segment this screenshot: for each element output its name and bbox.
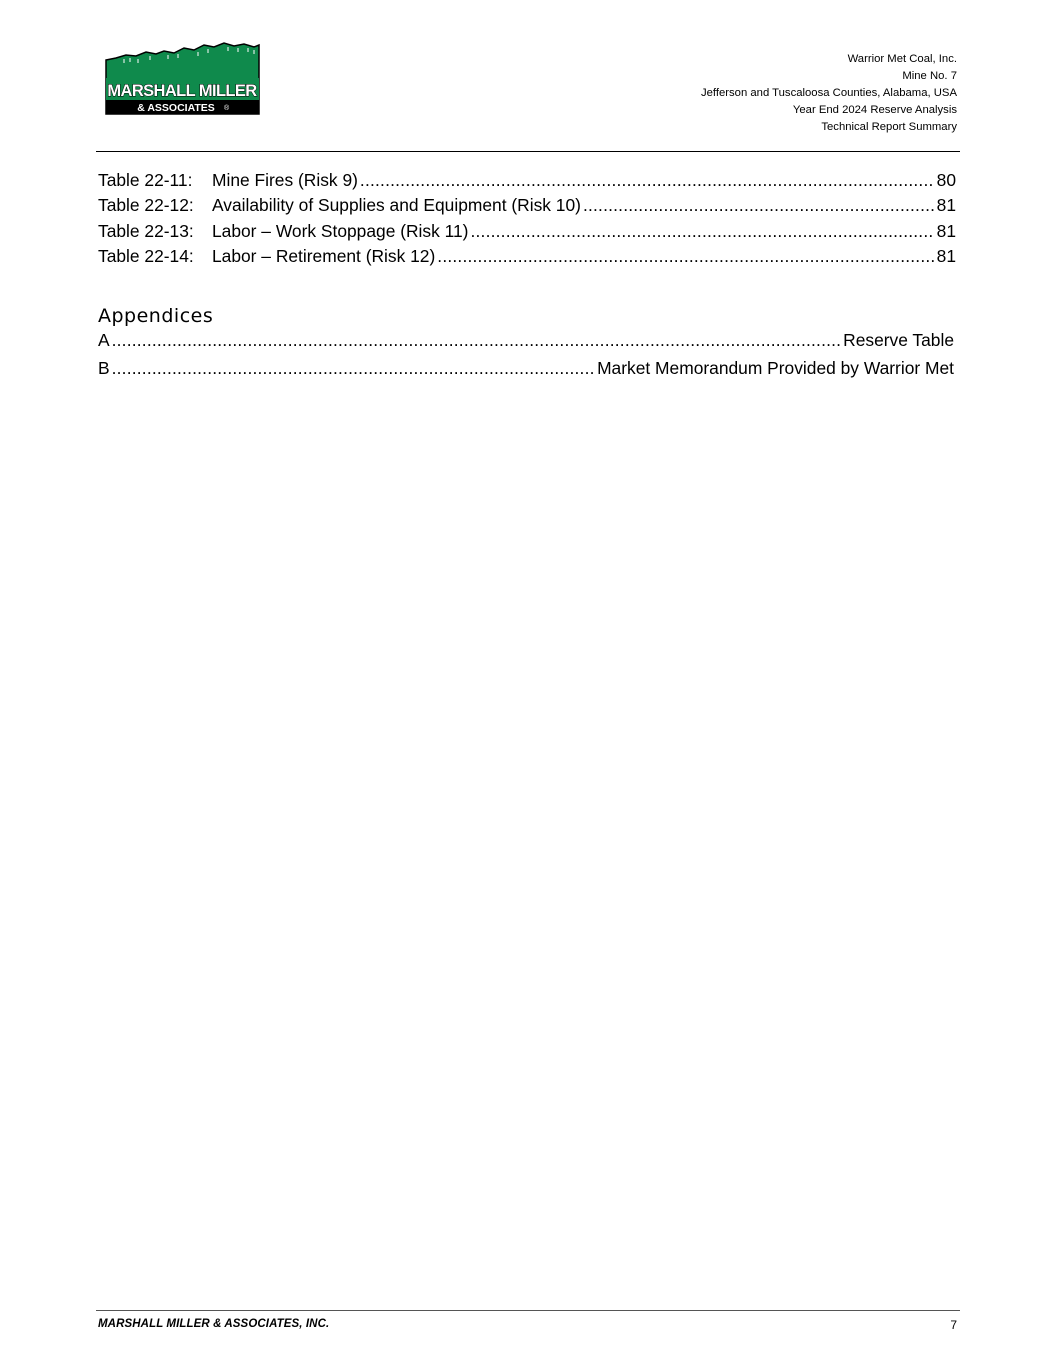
toc-entry-table-22-12[interactable]	[98, 195, 956, 220]
toc-entry-page: 81	[936, 245, 956, 266]
toc-entry-number: Table 22-13:	[98, 220, 194, 241]
header-company: Warrior Met Coal, Inc.	[847, 53, 957, 65]
dot-leader	[112, 330, 841, 351]
toc-entry-table-22-14[interactable]	[98, 246, 956, 271]
list-of-tables	[98, 170, 956, 271]
header-report-type: Technical Report Summary	[821, 121, 957, 134]
toc-entry-page: 81	[936, 195, 956, 216]
appendices-heading: Appendices	[98, 305, 214, 327]
appendix-letter: A	[98, 330, 110, 350]
toc-entry-title: Availability of Supplies and Equipment (Risk 10)	[212, 195, 581, 216]
footer-company-name: MARSHALL MILLER & ASSOCIATES, INC.	[98, 1318, 330, 1330]
logo-wordmark: MARSHALL MILLER	[107, 82, 257, 100]
appendix-title: Reserve Table	[843, 330, 954, 350]
report-header-info	[537, 51, 957, 136]
dot-leader	[112, 358, 594, 379]
toc-entry-table-22-13[interactable]	[98, 221, 956, 246]
dot-leader	[583, 195, 934, 216]
logo-associates: & ASSOCIATES	[137, 102, 215, 114]
header-analysis: Year End 2024 Reserve Analysis	[792, 104, 957, 117]
header-divider	[96, 151, 960, 152]
toc-entry-title: Labor – Retirement (Risk 12)	[212, 245, 436, 266]
appendix-letter: B	[98, 357, 110, 378]
header-mine: Mine No. 7	[902, 70, 957, 83]
page-number: 7	[950, 1318, 957, 1332]
toc-entry-page: 81	[936, 220, 956, 241]
logo-registered-mark: ®	[224, 105, 230, 112]
toc-entry-title: Mine Fires (Risk 9)	[212, 170, 358, 190]
dot-leader	[360, 170, 934, 191]
toc-entry-page: 80	[936, 170, 956, 190]
toc-entry-appendix-a[interactable]	[98, 330, 954, 358]
list-of-appendices	[98, 330, 954, 385]
toc-entry-appendix-b[interactable]	[98, 358, 954, 386]
toc-entry-table-22-11[interactable]	[98, 170, 956, 195]
appendix-title: Market Memorandum Provided by Warrior Met	[597, 357, 954, 378]
toc-entry-number: Table 22-11:	[98, 170, 193, 190]
toc-entry-title: Labor – Work Stoppage (Risk 11)	[212, 220, 469, 241]
dot-leader	[437, 246, 933, 267]
toc-entry-number: Table 22-12:	[98, 195, 194, 216]
dot-leader	[470, 221, 933, 242]
header-location: Jefferson and Tuscaloosa Counties, Alabama, USA	[700, 87, 957, 100]
company-logo	[104, 42, 261, 116]
footer-divider	[96, 1310, 960, 1311]
toc-entry-number: Table 22-14:	[98, 245, 194, 266]
